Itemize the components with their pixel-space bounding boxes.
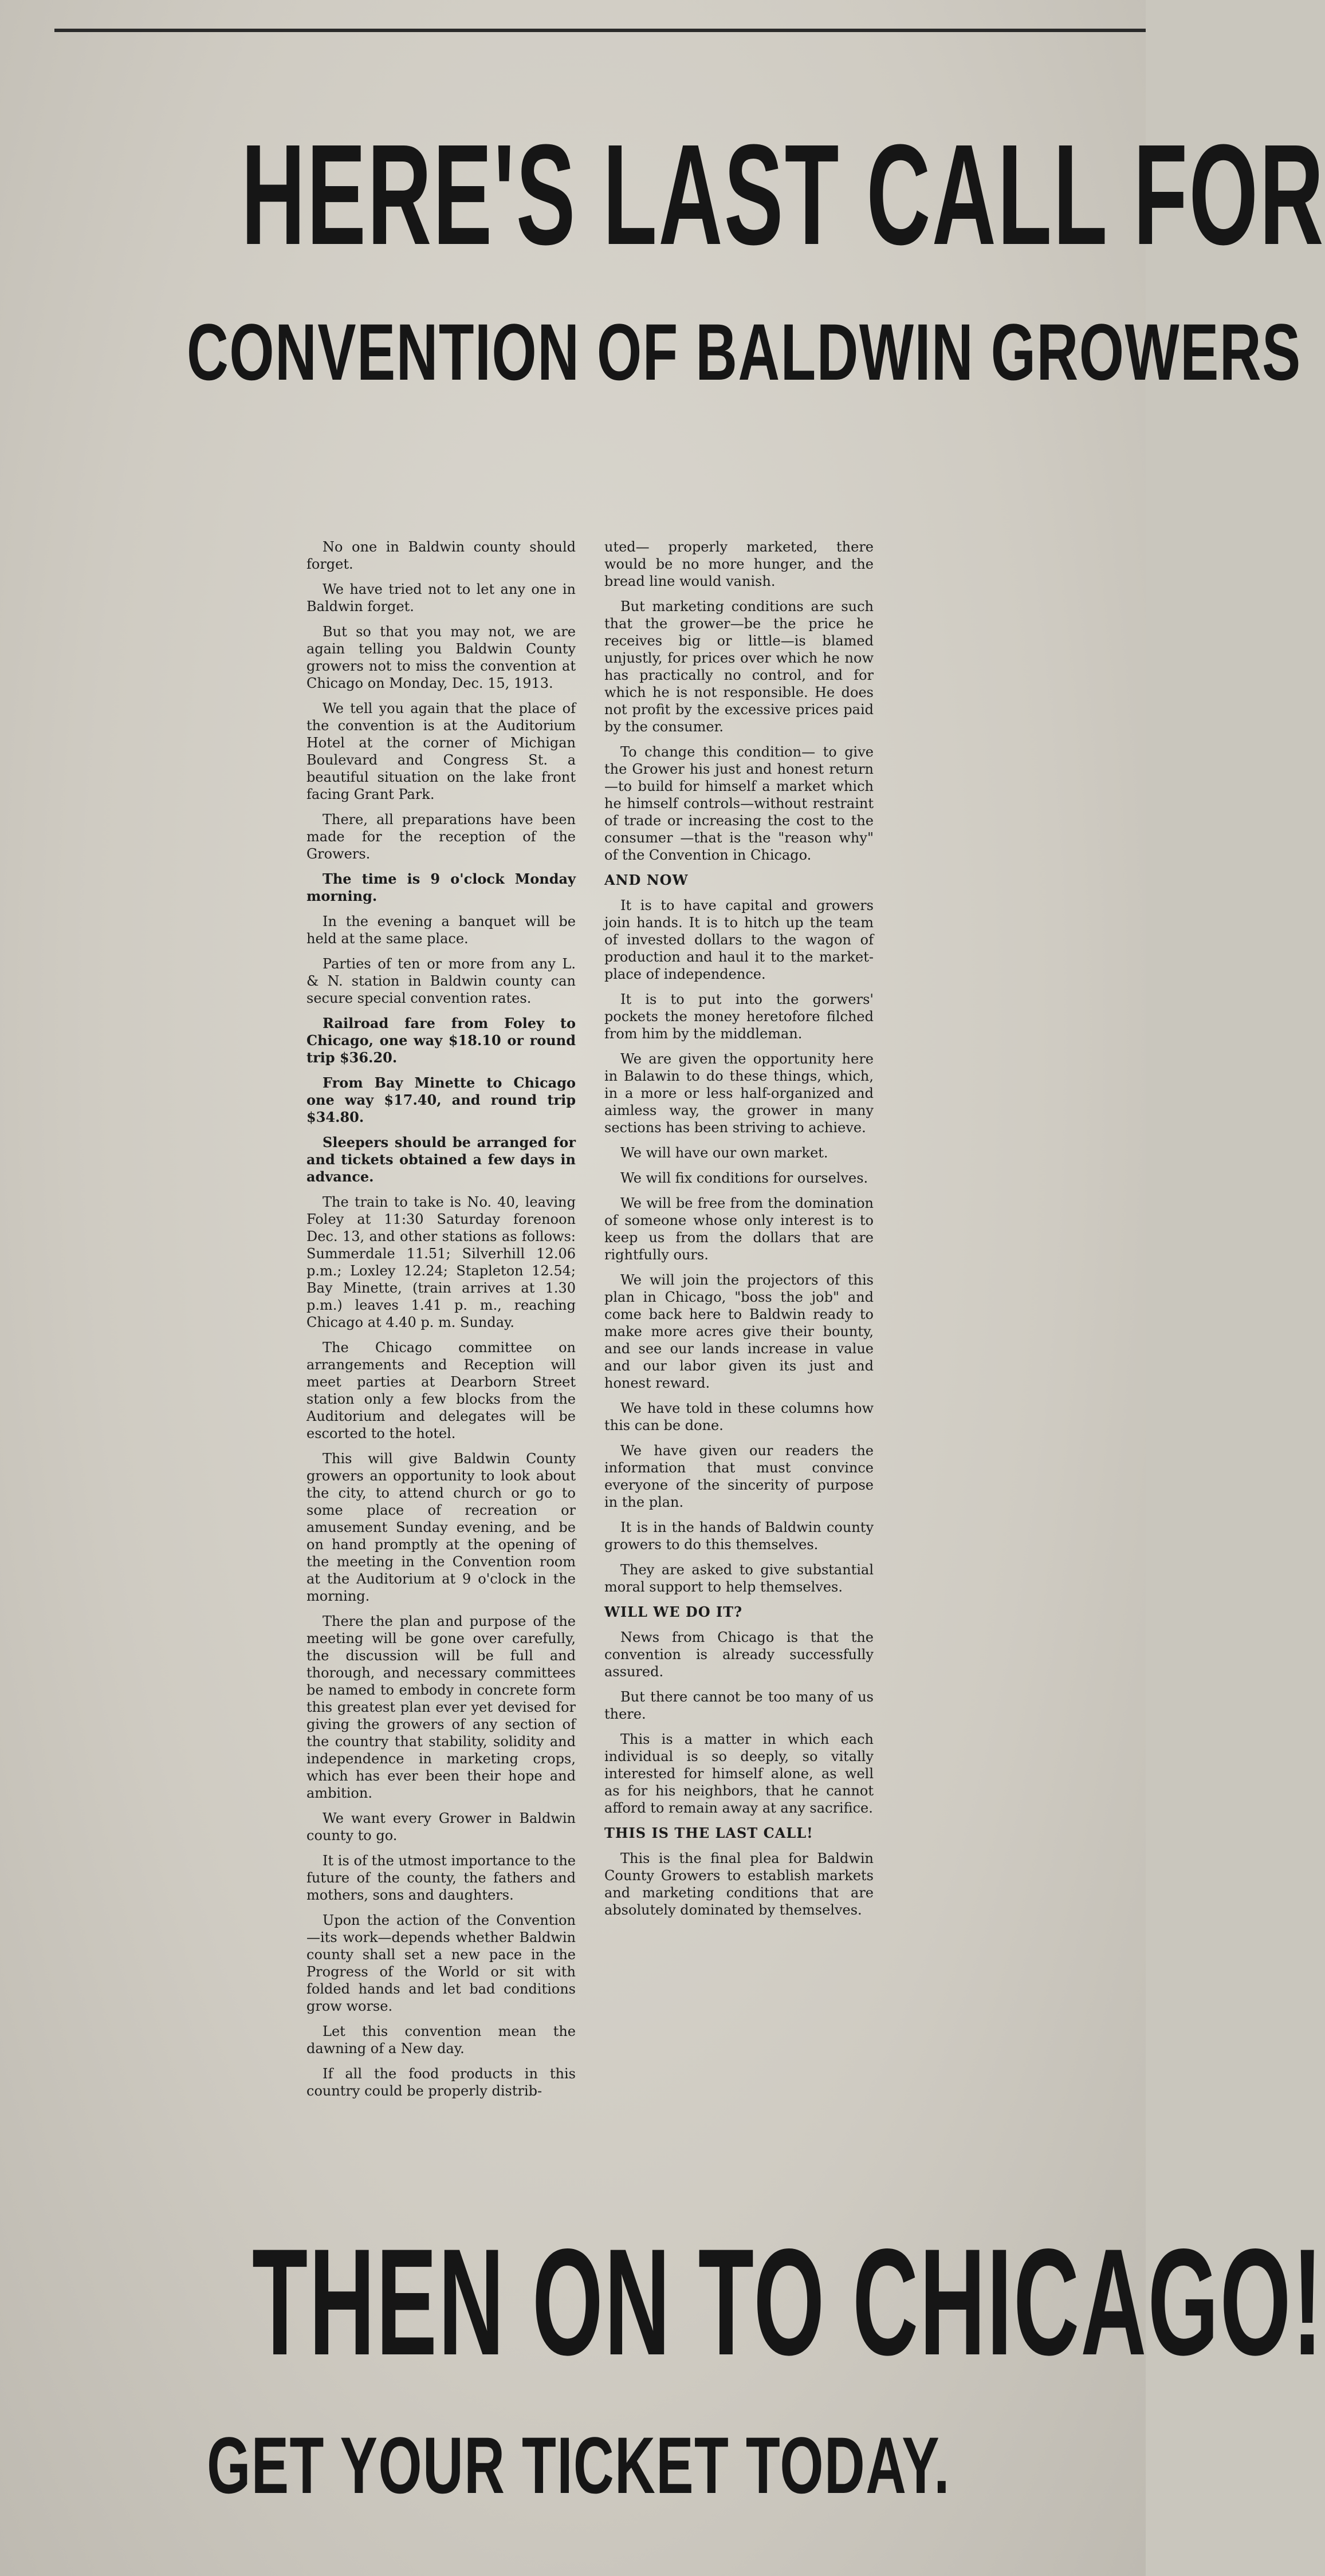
paragraph: No one in Baldwin county should forget.	[306, 539, 576, 572]
section-subhead: WILL WE DO IT?	[604, 1604, 743, 1620]
main-headline: HERE'S LAST CALL FOR	[241, 115, 1325, 274]
paragraph: We have given our readers the information that must convince everyone of the sincerity of purpose in the plan.	[604, 1443, 874, 1510]
paragraph: Let this convention mean the dawning of a New day.	[306, 2023, 576, 2057]
article-column-right	[604, 538, 874, 1927]
paragraph: The train to take is No. 40, leaving Foley at 11:30 Saturday forenoon Dec. 13, and other stations as follows: Summerdale 11.51; Silverhill 12.06 p.m.; Loxley 12.24; Stapleton 12.54; Bay Minette, (train arrives at 1.30 p.m.) leaves 1.41 p. m., reaching Chicago at 4.40 p. m. Sunday.	[306, 1194, 576, 1330]
sub-headline: CONVENTION OF BALDWIN GROWERS	[187, 307, 1302, 397]
paragraph: But there cannot be too many of us there.	[604, 1689, 874, 1722]
paragraph: But so that you may not, we are again telling you Baldwin County growers not to miss the convention at Chicago on Monday, Dec. 15, 1913.	[306, 624, 576, 691]
paragraph: Railroad fare from Foley to Chicago, one way $18.10 or round trip $36.20.	[306, 1015, 576, 1066]
paragraph: To change this condition— to give the Grower his just and honest return—to build for himself a market which he himself controls—without restraint of trade or increasing the cost to the consumer —that is the "reason why" of the Convention in Chicago.	[604, 744, 874, 863]
paragraph: Upon the action of the Convention—its work—depends whether Baldwin county shall set a new pace in the Progress of the World or sit with folded hands and let bad conditions grow worse.	[306, 1912, 576, 2014]
paragraph: News from Chicago is that the convention is already successfully assured.	[604, 1629, 874, 1680]
paragraph: Sleepers should be arranged for and tickets obtained a few days in advance.	[306, 1134, 576, 1185]
top-rule	[54, 29, 1146, 32]
paragraph: Parties of ten or more from any L. & N. station in Baldwin county can secure special convention rates.	[306, 956, 576, 1006]
paragraph: The time is 9 o'clock Monday morning.	[306, 871, 576, 904]
paragraph: uted— properly marketed, there would be no more hunger, and the bread line would vanish.	[604, 539, 874, 589]
paragraph: This is a matter in which each individual is so deeply, so vitally interested for himself alone, as well as for his neighbors, that he cannot afford to remain away at any sacrifice.	[604, 1731, 874, 1816]
bottom-sub-headline: GET YOUR TICKET TODAY.	[207, 2420, 950, 2510]
paragraph: This is the final plea for Baldwin County Growers to establish markets and marketing conditions that are absolutely dominated by themselves.	[604, 1850, 874, 1918]
paragraph: It is to have capital and growers join hands. It is to hitch up the team of invested dollars to the wagon of production and haul it to the market-place of independence.	[604, 897, 874, 982]
article-column-left	[306, 538, 576, 2108]
paragraph: But marketing conditions are such that the grower—be the price he receives big or little—is blamed unjustly, for prices over which he now has practically no control, and for which he is not responsible. He does not profit by the excessive prices paid by the consumer.	[604, 598, 874, 735]
bottom-headline: THEN ON TO CHICAGO!	[252, 2217, 1324, 2387]
paragraph: We want every Grower in Baldwin county to go.	[306, 1810, 576, 1844]
paragraph: From Bay Minette to Chicago one way $17.40, and round trip $34.80.	[306, 1074, 576, 1125]
paragraph: If all the food products in this country could be properly distrib-	[306, 2066, 576, 2099]
paragraph: It is of the utmost importance to the future of the county, the fathers and mothers, sons and daughters.	[306, 1853, 576, 1903]
paragraph: We tell you again that the place of the convention is at the Auditorium Hotel at the corner of Michigan Boulevard and Congress St. a beautiful situation on the lake front facing Grant Park.	[306, 700, 576, 802]
paragraph: There the plan and purpose of the meeting will be gone over carefully, the discussion will be full and thorough, and necessary committees be named to embody in concrete form this greatest plan ever yet devised for giving the growers of any section of the country that stability, solidity and independence in marketing crops, which has ever been their hope and ambition.	[306, 1613, 576, 1801]
paragraph: The Chicago committee on arrangements and Reception will meet parties at Dearborn Street station only a few blocks from the Auditorium and delegates will be escorted to the hotel.	[306, 1340, 576, 1441]
paragraph: We will have our own market.	[620, 1145, 828, 1161]
paragraph: We will fix conditions for ourselves.	[620, 1170, 868, 1186]
paragraph: They are asked to give substantial moral support to help themselves.	[604, 1562, 874, 1595]
section-subhead: THIS IS THE LAST CALL!	[604, 1825, 813, 1841]
section-subhead: AND NOW	[604, 872, 689, 888]
paragraph: We will be free from the domination of someone whose only interest is to keep us from the dollars that are rightfully ours.	[604, 1195, 874, 1263]
paragraph: It is to put into the gorwers' pockets the money heretofore filched from him by the middleman.	[604, 991, 874, 1042]
paragraph: In the evening a banquet will be held at the same place.	[306, 913, 576, 947]
paragraph: It is in the hands of Baldwin county growers to do this themselves.	[604, 1519, 874, 1553]
paragraph: We have tried not to let any one in Baldwin forget.	[306, 581, 576, 615]
paragraph: There, all preparations have been made for the reception of the Growers.	[306, 812, 576, 862]
paragraph: We are given the opportunity here in Balawin to do these things, which, in a more or less half-organized and aimless way, the grower in many sections has been striving to achieve.	[604, 1051, 874, 1136]
paragraph: This will give Baldwin County growers an opportunity to look about the city, to attend church or go to some place of recreation or amusement Sunday evening, and be on hand promptly at the opening of the meeting in the Convention room at the Auditorium at 9 o'clock in the morning.	[306, 1451, 576, 1604]
paragraph: We will join the projectors of this plan in Chicago, "boss the job" and come back here to Baldwin ready to make more acres give their bounty, and see our lands increase in value and our labor given its just and honest reward.	[604, 1272, 874, 1391]
paragraph: We have told in these columns how this can be done.	[604, 1400, 874, 1433]
